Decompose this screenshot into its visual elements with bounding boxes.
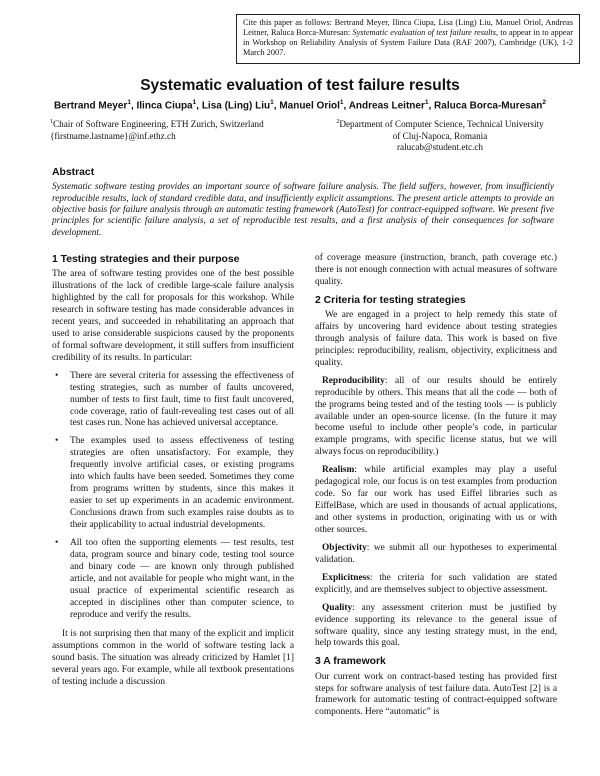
principle-text: : all of our results should be entirely reproducible by others. This means that all the code — both of the programs being tested and of the testing tools — is publicly available under an open-source license. (In the future it may become useful to include other people’s code, in particular example programs, with specific license status, but we will always focus on reproducibility.) (315, 375, 557, 458)
paper-title: Systematic evaluation of test failure results (140, 77, 460, 94)
section-1-intro: The area of software testing provides one of the best possible illustrations of the lack of credible large-scale failure analysis highlighted by the call for proposals for this workshop. While research in software testing has made considerable advances in recent years, and succeeded in rehabilitating an approach that used to arise considerable suspicions caused by the proponents of formal software development, it still suffers from insufficient credibility of its results. In particular: (52, 269, 294, 363)
principle-text: : the criteria for such validation are stated explicitly, and are themselves subject to objective assessment. (315, 572, 557, 595)
list-item-text: All too often the supporting elements — test results, test data, program source and binary code, testing tool source and binary code — are known only through published article, and not available for people who might want, in the usual practice of experimental scientific research as accepted in disciplines other than computer science, to reproduce and verify the results. (70, 537, 294, 620)
section-1-closing: It is not surprising then that many of the explicit and implicit assumptions common in the world of software testing lack a sound basis. The situation was already criticized by Hamlet [1] several years ago. For example, while all textbook presentations of testing include a discussion (52, 629, 294, 688)
principle-explicitness (315, 573, 557, 597)
author-list: Bertrand Meyer$^1$, Ilinca Ciupa$^1$, Lisa (Ling) Liu$^1$, Manuel Oriol$^1$, Andreas Leitner$^1$, Raluca Borca-Muresan$^2$ (53, 99, 547, 112)
author-affil-mark: 1 (192, 99, 197, 106)
citation-box (236, 14, 580, 64)
citation-suffix: , to appear in to appear in Workshop on Reliability Analysis of System Failure Data (RAF 2007), Cambridge (UK), 1-2 March 2007. (243, 28, 573, 58)
principle-text: : we submit all our hypotheses to experimental validation. (315, 542, 557, 565)
bullet-icon: • (55, 436, 59, 447)
author-name: Ilinca Ciupa (136, 100, 193, 112)
section-1-continued: of coverage measure (instruction, branch, path coverage etc.) there is not enough connection with actual measures of software quality. (315, 253, 557, 287)
author-name: Manuel Oriol (279, 100, 340, 112)
author-affil-mark: 1 (270, 99, 274, 106)
author-affil-mark: 1 (339, 99, 344, 106)
list-item (52, 371, 294, 431)
abstract-text: Systematic software testing provides an important source of software failure analysis. The field suffers, however, from insufficiently reproducible results, lack of standard credible data, and insufficiently explicit assumptions. The present article attempts to provide an objective basis for failure analysis through an automatic testing framework (AutoTest) for contract-equipped software. We present five principles for scientific failure analysis, a set of reproducible test results, and a first analysis of their consequences for software development. (52, 182, 554, 238)
section-1-bullet-list (52, 371, 294, 622)
affiliation-cluj (320, 119, 560, 154)
affiliation-eth (50, 119, 300, 142)
author-name: Andreas Leitner (348, 100, 425, 112)
section-3-text: Our current work on contract-based testing has provided first steps for software analysis of test failure data. AutoTest [2] is a framework for automatic testing of contract-equipped software components. Here “automatic” is (315, 671, 557, 718)
affiliation-name: Chair of Software Engineering, ETH Zurich, Switzerland (53, 119, 264, 130)
principle-reproducibility (315, 376, 557, 460)
principle-realism (315, 465, 557, 537)
section-1-heading: 1 Testing strategies and their purpose (52, 254, 240, 265)
affiliation-email: ralucab@student.etc.ch (396, 142, 483, 153)
abstract-section (52, 166, 554, 239)
author-affil-mark: 1 (424, 99, 429, 106)
citation-title: Systematic evaluation of test failure results (352, 28, 496, 38)
principle-term: Explicitness (322, 572, 370, 583)
author-name: Bertrand Meyer (53, 100, 128, 112)
affiliation-name: Department of Computer Science, Technical University (339, 119, 544, 130)
author-affil-mark: 1 (127, 99, 131, 106)
abstract-heading: Abstract (52, 167, 95, 178)
principle-term: Reproducibility (322, 375, 385, 386)
affiliation-mark: 2 (336, 119, 340, 125)
left-column (52, 253, 294, 689)
list-item (52, 436, 294, 532)
affiliation-email: {firstname.lastname}@inf.ethz.ch (50, 130, 176, 141)
affiliation-location: of Cluj-Napoca, Romania (392, 130, 488, 141)
affiliation-mark: 1 (50, 119, 53, 125)
right-column (315, 253, 557, 719)
principle-text: : any assessment criterion must be justified by evidence supporting its relevance to the general issue of software quality, since any testing strategy must, in the end, help towards this goal. (315, 602, 557, 649)
bullet-icon: • (55, 537, 59, 548)
list-item-text: There are several criteria for assessing the effectiveness of testing strategies, such as number of faults uncovered, number of tests to first fault, time to first fault uncovered, code coverage, ratio of fault-revealing test cases out of all test cases run. None has achieved universal acceptance. (70, 370, 294, 429)
list-item-text: The examples used to assess effectiveness of testing strategies are often unsatisfactory. For example, they frequently involve artificial cases, or existing programs into which faults have been seeded. Sometimes they come from programs written by students, since this makes it easier to set up experiments in an academic environment. Conclusions drawn from such examples raise doubts as to their applicability to actual industrial developments. (70, 436, 294, 530)
principle-term: Objectivity (322, 542, 367, 553)
author-name: Lisa (Ling) Liu (201, 100, 271, 112)
principle-objectivity (315, 543, 557, 567)
author-affil-mark: 2 (542, 99, 547, 106)
principle-term: Realism (322, 465, 355, 476)
section-3-heading: 3 A framework (315, 656, 386, 668)
principle-quality (315, 603, 557, 651)
principle-term: Quality (322, 602, 353, 613)
list-item (52, 538, 294, 622)
section-2-intro: We are engaged in a project to help remedy this state of affairs by uncovering hard evidence about testing strategies through analysis of failure data. This work is based on five principles: reproducibility, realism, objectivity, explicitness and quality. (315, 310, 557, 368)
section-2-heading: 2 Criteria for testing strategies (315, 294, 466, 306)
principle-text: : while artificial examples may play a useful pedagogical role, our focus is on test examples from production code. So far our work has used Eiffel libraries such as EiffelBase, which are used in thousands of actual applications, and other systems in production, originating with us or with other sources. (315, 465, 557, 535)
citation-prefix: Cite this paper as follows: Bertrand Meyer, Ilinca Ciupa, Lisa (Ling) Liu, Manuel Oriol, Andreas Leitner, Raluca Borca-Muresan: (243, 18, 573, 38)
bullet-icon: • (55, 370, 59, 381)
author-name: Raluca Borca-Muresan (434, 100, 543, 112)
